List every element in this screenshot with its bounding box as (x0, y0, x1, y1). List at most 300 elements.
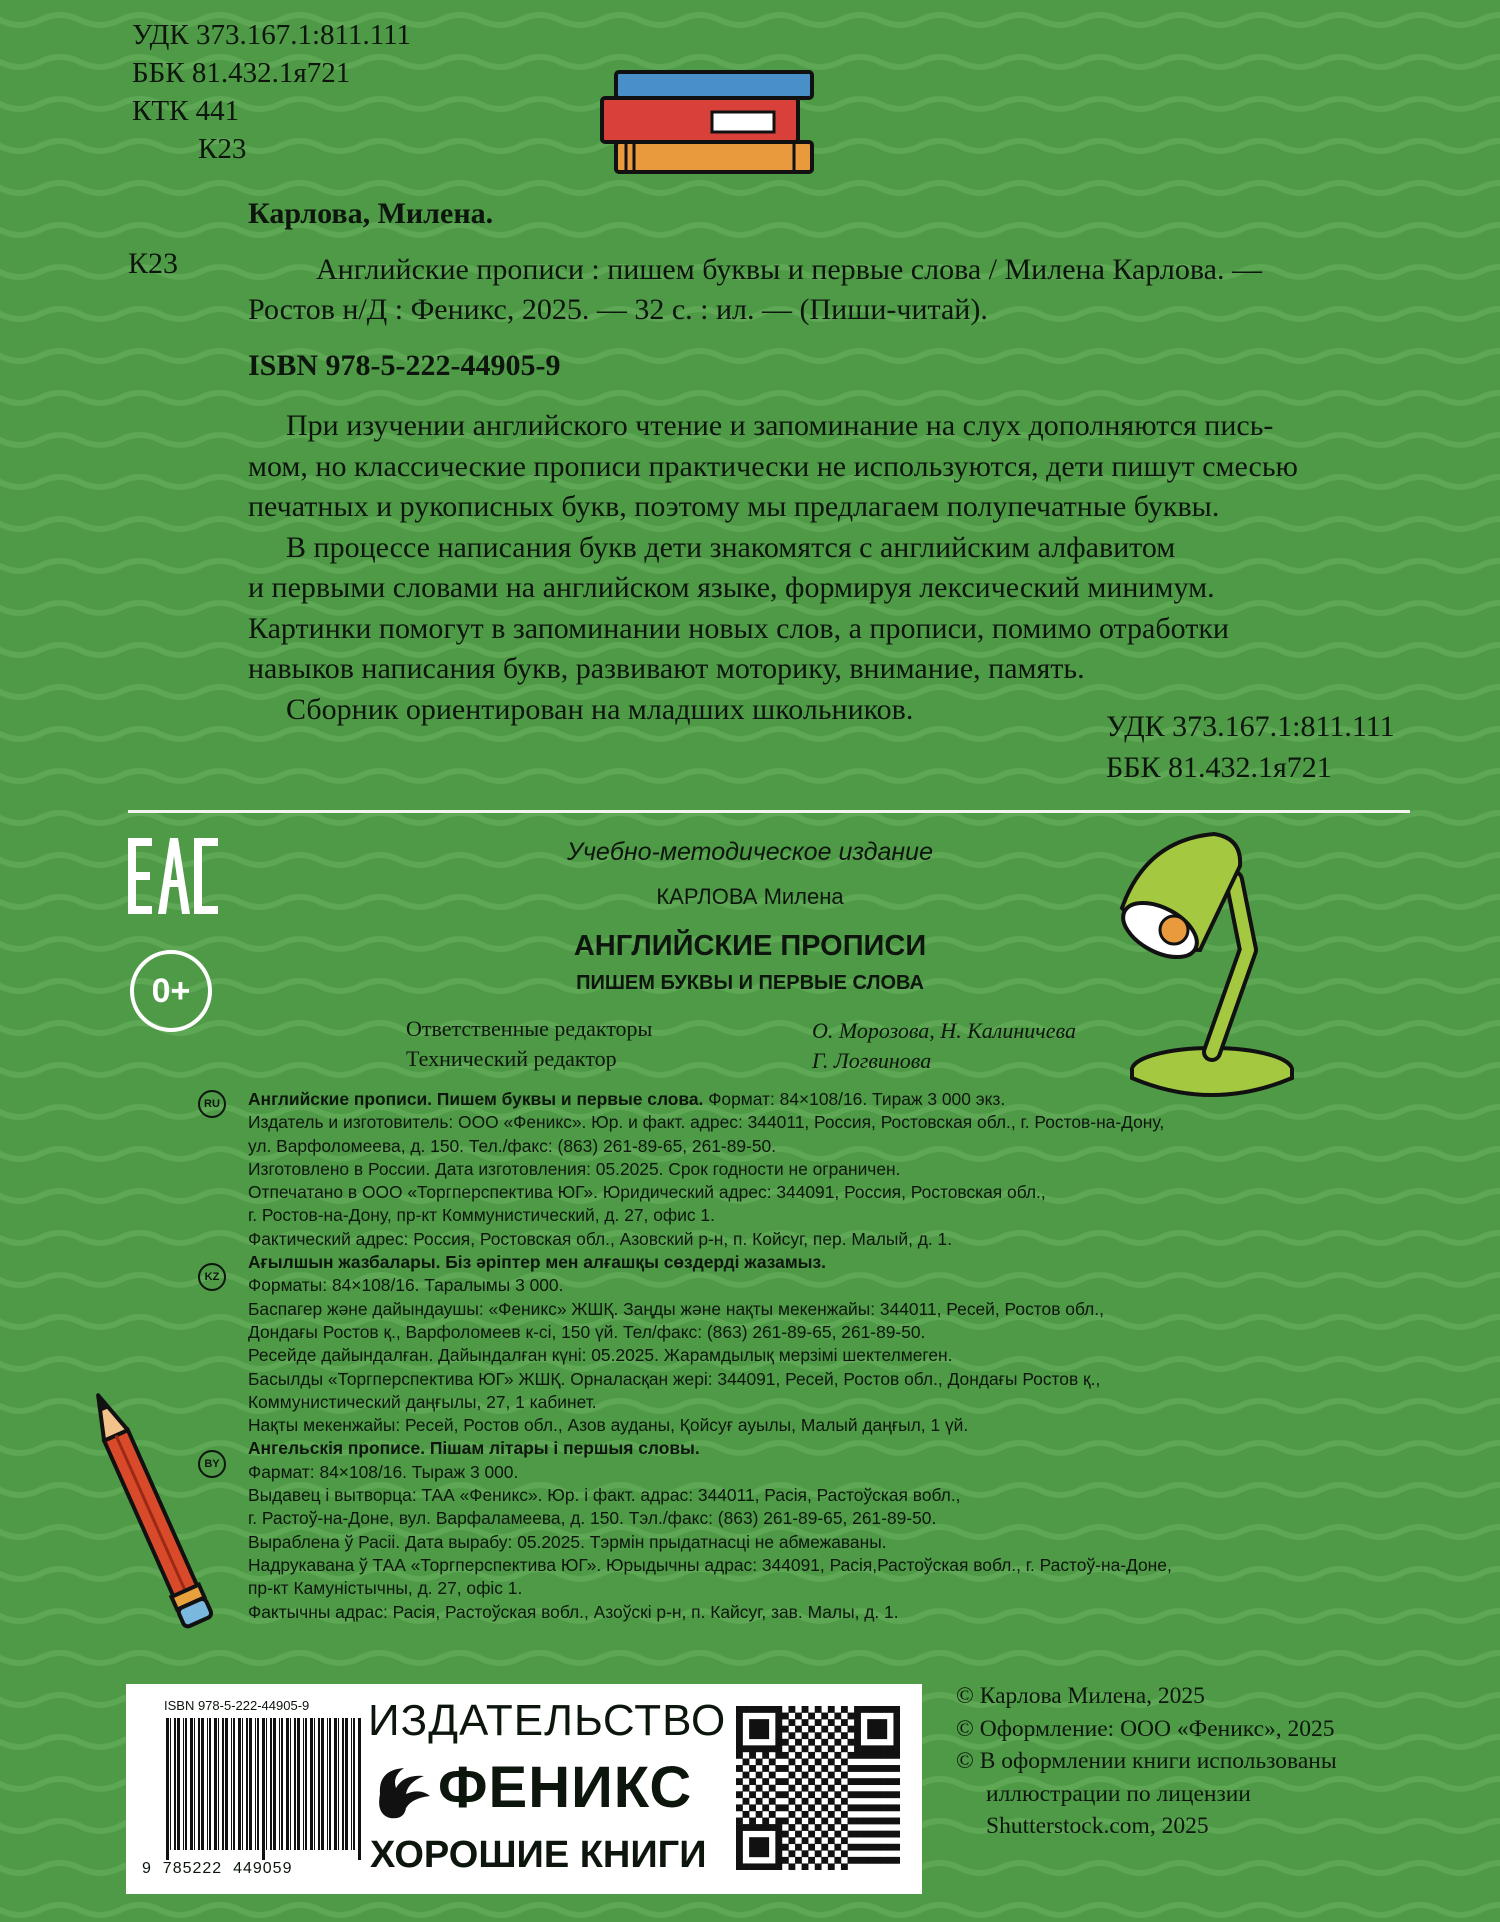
qr-module (867, 1726, 874, 1733)
qr-module (821, 1726, 828, 1733)
qr-module (874, 1726, 881, 1733)
qr-module (788, 1706, 795, 1713)
barcode-bar (351, 1718, 352, 1850)
qr-module (775, 1732, 782, 1739)
qr-module (769, 1758, 776, 1765)
qr-module (788, 1745, 795, 1752)
qr-module (775, 1850, 782, 1857)
qr-module (887, 1745, 894, 1752)
qr-module (841, 1811, 848, 1818)
qr-module (815, 1824, 822, 1831)
qr-module (756, 1863, 763, 1870)
wave-line (0, 1653, 1500, 1663)
qr-module (821, 1844, 828, 1851)
barcode-bar (329, 1718, 331, 1850)
qr-module (834, 1818, 841, 1825)
qr-module (769, 1706, 776, 1713)
divider (128, 810, 1410, 813)
qr-module (749, 1719, 756, 1726)
barcode-bar (218, 1718, 219, 1850)
qr-module (815, 1732, 822, 1739)
qr-module (788, 1837, 795, 1844)
barcode-isbn: ISBN 978-5-222-44905-9 (164, 1698, 310, 1713)
qr-module (887, 1706, 894, 1713)
qr-module (756, 1745, 763, 1752)
qr-module (893, 1726, 900, 1733)
qr-module (828, 1706, 835, 1713)
qr-module (828, 1732, 835, 1739)
qr-module (736, 1739, 743, 1746)
qr-module (815, 1758, 822, 1765)
qr-module (749, 1818, 756, 1825)
qr-module (795, 1726, 802, 1733)
qr-module (736, 1837, 743, 1844)
imprint-title: АНГЛИЙСКИЕ ПРОПИСИ (573, 930, 927, 962)
annotation-bbk: ББК 81.432.1я721 (1106, 750, 1332, 784)
qr-module (848, 1778, 855, 1785)
qr-module (769, 1745, 776, 1752)
imprint-subtitle: ПИШЕМ БУКВЫ И ПЕРВЫЕ СЛОВА (576, 972, 924, 994)
barcode-bar (297, 1718, 300, 1850)
qr-module (788, 1772, 795, 1779)
annotation-paragraph-2 (248, 528, 1396, 690)
qr-module (874, 1706, 881, 1713)
annotation-line: навыков написания букв, развивают моторику, внимание, память. (248, 652, 1085, 685)
barcode-publisher-box (126, 1684, 922, 1894)
qr-module (854, 1765, 861, 1772)
barcode-bar (249, 1718, 252, 1850)
qr-module (762, 1818, 769, 1825)
qr-module (802, 1863, 809, 1870)
barcode-bar (198, 1718, 200, 1850)
bib-author: Карлова, Милена. (248, 197, 494, 230)
qr-module (821, 1752, 828, 1759)
barcode-bar (209, 1718, 211, 1850)
qr-module (775, 1713, 782, 1720)
publisher-line1: ИЗДАТЕЛЬСТВО (368, 1696, 727, 1745)
qr-module (802, 1719, 809, 1726)
qr-module (815, 1706, 822, 1713)
qr-module (795, 1844, 802, 1851)
qr-module (841, 1745, 848, 1752)
qr-module (775, 1824, 782, 1831)
qr-module (880, 1778, 887, 1785)
qr-module (749, 1863, 756, 1870)
qr-module (802, 1772, 809, 1779)
qr-module (821, 1765, 828, 1772)
qr-module (887, 1752, 894, 1759)
barcode-bar (166, 1718, 169, 1860)
legal-line: Фактычны адрас: Расія, Растоўская вобл., Азоўскі р-н, п. Кайсуг, зав. Малы, д. 1. (248, 1601, 899, 1622)
qr-module (854, 1791, 861, 1798)
barcode (166, 1718, 366, 1860)
qr-module (749, 1745, 756, 1752)
qr-module (841, 1863, 848, 1870)
barcode-bar (334, 1718, 337, 1850)
barcode-bar (194, 1718, 195, 1850)
qr-module (808, 1778, 815, 1785)
qr-module (880, 1844, 887, 1851)
qr-module (775, 1745, 782, 1752)
desk-lamp-icon (1116, 830, 1326, 1100)
barcode-bar (257, 1718, 259, 1850)
qr-module (821, 1804, 828, 1811)
lang-badge-by: BY (198, 1450, 226, 1478)
qr-module (749, 1765, 756, 1772)
qr-module (749, 1706, 756, 1713)
qr-module (828, 1824, 835, 1831)
qr-module (782, 1739, 789, 1746)
barcode-bar (318, 1718, 320, 1850)
qr-module (762, 1706, 769, 1713)
legal-kz-title: Ағылшын жазбалары. Біз әріптер мен алғашқы сөздерді жазамыз. (248, 1252, 827, 1273)
qr-module (861, 1818, 868, 1825)
qr-module (828, 1745, 835, 1752)
qr-module (854, 1857, 861, 1864)
qr-module (854, 1719, 861, 1726)
qr-module (756, 1850, 763, 1857)
barcode-bar (303, 1718, 304, 1850)
qr-module (788, 1719, 795, 1726)
qr-module (762, 1726, 769, 1733)
qr-module (854, 1745, 861, 1752)
qr-module (782, 1791, 789, 1798)
qr-module (887, 1831, 894, 1838)
qr-module (749, 1726, 756, 1733)
barcode-bar (170, 1718, 171, 1850)
qr-module (795, 1739, 802, 1746)
qr-module (736, 1719, 743, 1726)
copyright-line: © В оформлении книги использованы (956, 1748, 1337, 1774)
qr-module (808, 1726, 815, 1733)
qr-module (867, 1818, 874, 1825)
qr-module (893, 1706, 900, 1713)
qr-module (821, 1818, 828, 1825)
qr-module (808, 1739, 815, 1746)
qr-module (815, 1798, 822, 1805)
qr-module (756, 1772, 763, 1779)
qr-module (874, 1719, 881, 1726)
qr-module (795, 1791, 802, 1798)
qr-module (808, 1791, 815, 1798)
qr-module (756, 1811, 763, 1818)
bib-isbn: ISBN 978-5-222-44905-9 (248, 349, 561, 382)
qr-module (861, 1791, 868, 1798)
qr-module (815, 1837, 822, 1844)
qr-module (808, 1818, 815, 1825)
qr-module (788, 1758, 795, 1765)
legal-ru-title: Английские прописи. Пишем буквы и первые слова. (248, 1089, 704, 1109)
qr-module (867, 1732, 874, 1739)
qr-module (808, 1844, 815, 1851)
qr-module (769, 1824, 776, 1831)
qr-module (880, 1831, 887, 1838)
qr-module (874, 1804, 881, 1811)
qr-module (762, 1719, 769, 1726)
qr-module (775, 1857, 782, 1864)
qr-module (795, 1831, 802, 1838)
qr-module (893, 1818, 900, 1825)
qr-module (788, 1811, 795, 1818)
qr-module (769, 1772, 776, 1779)
barcode-bar (225, 1718, 228, 1850)
legal-line: Басылды «Торгперспектива ЮГ» ЖШҚ. Орналасқан жері: 344091, Ресей, Ростов обл., Дондағы Ростов қ., (248, 1368, 1101, 1389)
qr-module (795, 1752, 802, 1759)
qr-module (795, 1765, 802, 1772)
qr-module (848, 1804, 855, 1811)
qr-module (834, 1739, 841, 1746)
qr-module (808, 1765, 815, 1772)
qr-module (808, 1752, 815, 1759)
barcode-bar (238, 1718, 241, 1850)
qr-module (867, 1804, 874, 1811)
qr-module (736, 1713, 743, 1720)
qr-module (880, 1719, 887, 1726)
qr-module (861, 1831, 868, 1838)
qr-module (749, 1850, 756, 1857)
wave-line (0, 393, 1500, 403)
qr-module (743, 1824, 750, 1831)
publisher-slogan: ХОРОШИЕ КНИГИ (370, 1834, 707, 1876)
qr-module (841, 1706, 848, 1713)
qr-module (867, 1752, 874, 1759)
qr-module (880, 1732, 887, 1739)
qr-module (802, 1850, 809, 1857)
qr-module (802, 1732, 809, 1739)
qr-module (880, 1765, 887, 1772)
books-stack-icon (598, 68, 818, 178)
qr-module (854, 1818, 861, 1825)
qr-module (749, 1837, 756, 1844)
legal-line: Изготовлено в России. Дата изготовления: 05.2025. Срок годности не ограничен. (248, 1158, 901, 1179)
qr-module (743, 1798, 750, 1805)
qr-code-icon (736, 1706, 900, 1870)
qr-module (762, 1824, 769, 1831)
wave-line (0, 1905, 1500, 1915)
qr-module (743, 1706, 750, 1713)
qr-module (815, 1850, 822, 1857)
qr-module (887, 1778, 894, 1785)
barcode-bar (242, 1718, 243, 1850)
qr-module (802, 1837, 809, 1844)
qr-module (848, 1831, 855, 1838)
qr-module (782, 1765, 789, 1772)
qr-module (848, 1791, 855, 1798)
qr-module (736, 1857, 743, 1864)
qr-module (854, 1831, 861, 1838)
qr-module (887, 1818, 894, 1825)
qr-module (828, 1785, 835, 1792)
qr-module (821, 1857, 828, 1864)
qr-module (893, 1713, 900, 1720)
legal-line: Издатель и изготовитель: ООО «Феникс». Юр. и факт. адрес: 344011, Россия, Ростовская обл., г. Ростов-на-Дону, (248, 1112, 1165, 1133)
annotation-line: мом, но классические прописи практически не используются, дети пишут смесью (248, 449, 1298, 483)
annotation-line: и первыми словами на английском языке, формируя лексический минимум. (248, 571, 1215, 604)
wave-line (0, 813, 1500, 823)
annotation-line: В процессе написания букв дети знакомятся с английским алфавитом (286, 530, 1176, 564)
qr-module (834, 1752, 841, 1759)
barcode-bar (214, 1718, 217, 1850)
qr-module (769, 1785, 776, 1792)
qr-module (815, 1785, 822, 1792)
qr-module (736, 1791, 743, 1798)
qr-module (828, 1758, 835, 1765)
qr-module (828, 1850, 835, 1857)
qr-module (762, 1863, 769, 1870)
qr-module (775, 1791, 782, 1798)
qr-module (893, 1778, 900, 1785)
barcode-bar (190, 1718, 193, 1850)
qr-module (867, 1831, 874, 1838)
barcode-bar (262, 1718, 265, 1860)
qr-module (867, 1765, 874, 1772)
qr-module (736, 1765, 743, 1772)
qr-module (802, 1706, 809, 1713)
qr-module (834, 1791, 841, 1798)
barcode-bar (273, 1718, 276, 1850)
author-mark: К23 (198, 133, 247, 165)
qr-module (874, 1857, 881, 1864)
qr-module (880, 1726, 887, 1733)
qr-module (762, 1844, 769, 1851)
qr-module (775, 1719, 782, 1726)
qr-module (775, 1837, 782, 1844)
legal-line: Фактический адрес: Россия, Ростовская обл., Азовский р-н, п. Койсуг, пер. Малый, д. 1. (248, 1228, 953, 1249)
qr-module (821, 1713, 828, 1720)
qr-module (788, 1785, 795, 1792)
qr-module (743, 1758, 750, 1765)
qr-module (821, 1739, 828, 1746)
qr-module (782, 1804, 789, 1811)
legal-line: Дондағы Ростов қ., Варфоломеев к-сі, 150 үй. Тел/факс: (863) 261-89-65, 261-89-50. (248, 1321, 926, 1342)
qr-module (743, 1811, 750, 1818)
qr-module (762, 1837, 769, 1844)
qr-module (861, 1844, 868, 1851)
qr-module (854, 1706, 861, 1713)
qr-module (756, 1732, 763, 1739)
qr-module (861, 1745, 868, 1752)
qr-module (756, 1758, 763, 1765)
qr-module (815, 1863, 822, 1870)
legal-line: Нақты мекенжайы: Ресей, Ростов обл., Азов ауданы, Қойсуғ ауылы, Малый даңғыл, 1 үй. (248, 1415, 969, 1436)
qr-module (782, 1831, 789, 1838)
qr-module (802, 1785, 809, 1792)
qr-module (854, 1732, 861, 1739)
qr-module (815, 1719, 822, 1726)
qr-module (762, 1765, 769, 1772)
qr-module (762, 1850, 769, 1857)
qr-module (736, 1844, 743, 1851)
qr-module (802, 1758, 809, 1765)
barcode-bar (201, 1718, 204, 1850)
qr-module (782, 1752, 789, 1759)
tech-editor-value: Г. Логвинова (812, 1048, 932, 1073)
qr-module (867, 1778, 874, 1785)
barcode-bar (310, 1718, 313, 1850)
qr-module (874, 1818, 881, 1825)
qr-module (775, 1765, 782, 1772)
qr-module (762, 1752, 769, 1759)
qr-module (736, 1706, 743, 1713)
qr-module (880, 1818, 887, 1825)
qr-module (874, 1745, 881, 1752)
legal-line: Коммунистический даңғылы, 27, 1 кабинет. (248, 1391, 597, 1412)
legal-line: Выраблена ў Расіі. Дата вырабу: 05.2025. Тэрмін прыдатнасці не абмежаваны. (248, 1531, 887, 1552)
qr-module (867, 1719, 874, 1726)
qr-module (828, 1772, 835, 1779)
legal-by-title: Ангельскія прописе. Пішам літары і першыя словы. (248, 1438, 700, 1459)
qr-module (834, 1778, 841, 1785)
qr-module (756, 1837, 763, 1844)
qr-module (834, 1857, 841, 1864)
qr-module (749, 1844, 756, 1851)
qr-module (736, 1726, 743, 1733)
barcode-bar (286, 1718, 289, 1850)
lang-badge-ru: RU (198, 1090, 226, 1118)
qr-module (769, 1811, 776, 1818)
qr-module (736, 1824, 743, 1831)
qr-module (775, 1863, 782, 1870)
qr-module (874, 1778, 881, 1785)
qr-module (815, 1811, 822, 1818)
barcode-bar (177, 1718, 180, 1850)
qr-module (893, 1739, 900, 1746)
barcode-bar (305, 1718, 307, 1850)
qr-module (749, 1804, 756, 1811)
qr-module (743, 1745, 750, 1752)
qr-module (893, 1804, 900, 1811)
qr-module (887, 1857, 894, 1864)
qr-module (893, 1752, 900, 1759)
qr-module (874, 1732, 881, 1739)
qr-module (834, 1726, 841, 1733)
qr-module (880, 1857, 887, 1864)
qr-module (821, 1778, 828, 1785)
qr-module (887, 1791, 894, 1798)
legal-info (248, 1088, 1172, 1624)
qr-module (861, 1752, 868, 1759)
tech-editor-label: Технический редактор (406, 1046, 617, 1071)
bib-title-line2: Ростов н/Д : Феникс, 2025. — 32 с. : ил. — (Пиши-читай). (248, 293, 988, 326)
qr-module (854, 1726, 861, 1733)
qr-module (861, 1857, 868, 1864)
qr-module (802, 1824, 809, 1831)
wave-line (0, 225, 1500, 235)
qr-module (854, 1739, 861, 1746)
qr-module (782, 1726, 789, 1733)
qr-module (848, 1752, 855, 1759)
barcode-bar (233, 1718, 235, 1850)
qr-module (808, 1857, 815, 1864)
barcode-bar (353, 1718, 355, 1850)
qr-module (815, 1745, 822, 1752)
legal-line: Форматы: 84×108/16. Таралымы 3 000. (248, 1275, 564, 1296)
qr-module (854, 1713, 861, 1720)
qr-module (769, 1863, 776, 1870)
qr-module (821, 1791, 828, 1798)
qr-module (828, 1798, 835, 1805)
qr-module (867, 1791, 874, 1798)
age-rating: 0+ (130, 950, 212, 1032)
pencil-icon (86, 1384, 216, 1644)
legal-line: Выдавец і вытворца: ТАА «Феникс». Юр. і факт. адрас: 344011, Расія, Растоўская вобл., (248, 1485, 961, 1506)
qr-module (788, 1732, 795, 1739)
qr-module (854, 1804, 861, 1811)
qr-module (893, 1857, 900, 1864)
qr-module (854, 1844, 861, 1851)
qr-module (841, 1732, 848, 1739)
barcode-bar (246, 1718, 248, 1850)
